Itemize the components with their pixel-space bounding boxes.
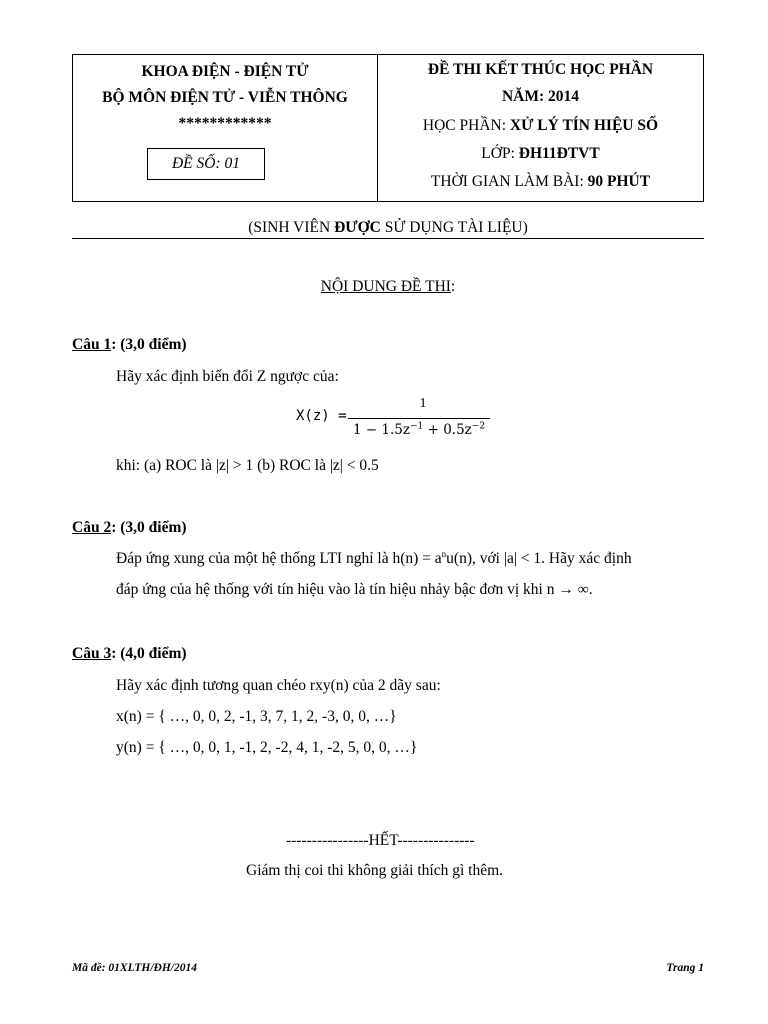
z-transform-formula bbox=[296, 396, 496, 442]
note-underline bbox=[72, 238, 704, 239]
formula-denominator bbox=[348, 422, 490, 438]
formula-numerator: 1 bbox=[419, 396, 427, 411]
question-1-intro: Hãy xác định biến đổi Z ngược của: bbox=[116, 368, 339, 385]
page-number: Trang 1 bbox=[666, 962, 704, 974]
content-heading-text: NỘI DUNG ĐỀ THI bbox=[320, 278, 451, 295]
exam-year: NĂM: 2014 bbox=[501, 88, 580, 105]
time-value: 90 PHÚT bbox=[587, 173, 651, 190]
department-name: BỘ MÔN ĐIỆN TỬ - VIỄN THÔNG bbox=[102, 89, 348, 106]
exam-title: ĐỀ THI KẾT THÚC HỌC PHẦN bbox=[427, 61, 654, 78]
question-3-points: : (4,0 điểm) bbox=[111, 645, 187, 662]
end-marker: ----------------HẾT--------------- bbox=[286, 832, 475, 849]
note-prefix: (SINH VIÊN bbox=[248, 219, 335, 236]
class-value: ĐH11ĐTVT bbox=[518, 145, 600, 162]
question-2-points: : (3,0 điểm) bbox=[111, 519, 187, 536]
den-exp-1: −1 bbox=[410, 421, 424, 432]
class-line bbox=[378, 145, 703, 163]
note-bold: ĐƯỢC bbox=[334, 219, 381, 236]
note-suffix: SỬ DỤNG TÀI LIỆU) bbox=[380, 219, 528, 236]
formula-lhs: X(z) = bbox=[296, 408, 347, 424]
question-3-title bbox=[72, 645, 187, 663]
den-part-a: 1 − 1.5z bbox=[352, 422, 411, 438]
content-heading bbox=[72, 278, 704, 296]
question-1-title bbox=[72, 336, 187, 354]
materials-note bbox=[72, 219, 704, 237]
den-part-b: + 0.5z bbox=[423, 422, 472, 438]
stars-separator: ************ bbox=[178, 115, 272, 132]
question-3-sequence-x: x(n) = { …, 0, 0, 2, -1, 3, 7, 1, 2, -3, 0, 0, …} bbox=[116, 708, 397, 725]
question-2-label: Câu 2 bbox=[72, 519, 112, 536]
exam-header bbox=[72, 54, 704, 202]
question-3-sequence-y: y(n) = { …, 0, 0, 1, -1, 2, -2, 4, 1, -2, 5, 0, 0, …} bbox=[116, 739, 418, 756]
time-label: THỜI GIAN LÀM BÀI: bbox=[430, 173, 588, 190]
content-heading-colon: : bbox=[450, 278, 456, 295]
question-2-title bbox=[72, 519, 187, 537]
exam-number-box: ĐỀ SỐ: 01 bbox=[147, 148, 265, 180]
question-1-points: : (3,0 điểm) bbox=[111, 336, 187, 353]
question-3-line-1: Hãy xác định tương quan chéo rxy(n) của 2 dãy sau: bbox=[116, 677, 441, 694]
time-line bbox=[378, 173, 703, 191]
q2-line1-b: u(n), với |a| < 1. Hãy xác định bbox=[446, 550, 632, 567]
question-2-line-2: đáp ứng của hệ thống với tín hiệu vào là tín hiệu nhảy bậc đơn vị khi n → ∞. bbox=[116, 581, 593, 598]
faculty-name: KHOA ĐIỆN - ĐIỆN TỬ bbox=[141, 63, 309, 80]
q2-line1-a: Đáp ứng xung của một hệ thống LTI nghỉ là h(n) = a bbox=[116, 550, 442, 567]
course-label: HỌC PHẦN: bbox=[422, 117, 510, 134]
class-label: LỚP: bbox=[481, 145, 519, 162]
question-1-roc: khi: (a) ROC là |z| > 1 (b) ROC là |z| < 0.5 bbox=[116, 457, 379, 474]
course-line bbox=[378, 117, 703, 135]
question-1-label: Câu 1 bbox=[72, 336, 112, 353]
fraction-bar bbox=[348, 418, 490, 419]
den-exp-2: −2 bbox=[471, 421, 486, 432]
question-2-line-1 bbox=[116, 550, 632, 568]
q2-line1-sup: n bbox=[441, 548, 447, 559]
end-note: Giám thị coi thi không giải thích gì thêm. bbox=[246, 862, 504, 879]
exam-code: Mã đề: 01XLTH/ĐH/2014 bbox=[72, 962, 198, 974]
question-3-label: Câu 3 bbox=[72, 645, 112, 662]
course-value: XỬ LÝ TÍN HIỆU SỐ bbox=[509, 117, 659, 134]
